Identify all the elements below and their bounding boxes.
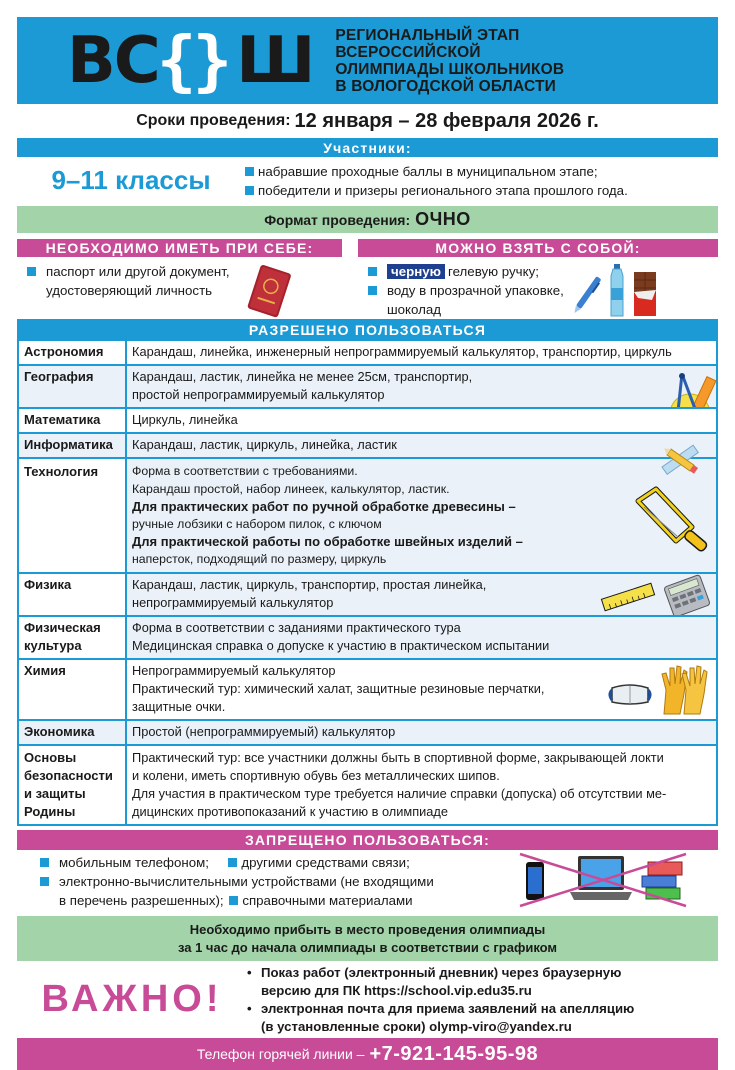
list-item: [245, 181, 628, 200]
participants-section: [17, 157, 718, 204]
logo-brace-open: {: [156, 21, 197, 99]
cell-line: Карандаш, ластик, линейка не менее 25см, транспортир,: [132, 369, 473, 384]
arrival-line: Необходимо прибыть в место проведения олимпиады: [189, 921, 546, 937]
email-text[interactable]: (в установленные сроки) olymp-viro@yandex.ru: [261, 1018, 572, 1034]
list-item-text: паспорт или другой документ,: [46, 264, 230, 279]
table-row: [19, 658, 716, 719]
list-item-text: набравшие проходные баллы в муниципальном этапе;: [258, 163, 598, 179]
hotline-banner: [17, 1038, 718, 1070]
forbidden-list: [17, 850, 434, 914]
header-title-line: ВСЕРОССИЙСКОЙ: [335, 43, 481, 61]
list-item: [245, 162, 628, 181]
subject-cell: Экономика: [19, 721, 127, 744]
cell-line: Форма в соответствии с требованиями.: [132, 464, 358, 478]
list-item: [247, 1018, 634, 1036]
header-title-line: В ВОЛОГОДСКОЙ ОБЛАСТИ: [335, 77, 556, 95]
chocolate-icon: [632, 270, 658, 318]
table-row: [19, 572, 716, 615]
allowed-items-cell: [127, 366, 716, 407]
cell-line: Практический тур: все участники должны быть в спортивной форме, закрывающей локти: [132, 750, 664, 765]
subject-cell: [19, 617, 127, 658]
cell-line: Непрограммируемый калькулятор: [132, 663, 336, 678]
subject-line: культура: [24, 638, 82, 653]
list-item: [17, 262, 230, 281]
subject-cell: Физика: [19, 574, 127, 615]
may-take-body: [358, 257, 718, 317]
highlight-black: черную: [387, 264, 445, 279]
list-item-text: удостоверяющий личность: [46, 283, 213, 298]
list-item-text: другими средствами связи;: [241, 855, 410, 870]
must-have-section: [17, 239, 342, 317]
format-label: Формат проведения:: [264, 211, 411, 228]
cell-line: защитные очки.: [132, 699, 226, 714]
header-banner: [17, 17, 718, 104]
items-columns: [17, 239, 718, 317]
format-banner: [17, 206, 718, 233]
may-take-list: [358, 262, 564, 319]
cell-line: Для участия в практическом туре требуется наличие справки (допуска) об отсутствии ме-: [132, 786, 667, 801]
hotline-label: Телефон горячей линии –: [196, 1046, 365, 1062]
header-title: [335, 27, 564, 95]
list-item: [247, 964, 634, 982]
square-bullet-icon: [40, 858, 49, 867]
list-item: [247, 982, 634, 1000]
list-item: [40, 853, 434, 872]
allowed-items-cell: [127, 746, 716, 824]
vsosh-logo: [67, 17, 313, 104]
square-bullet-icon: [245, 167, 254, 176]
arrival-line: за 1 час до начала олимпиады в соответствии с графиком: [177, 939, 558, 955]
pen-icon: [572, 272, 602, 318]
square-bullet-icon: [368, 286, 377, 295]
list-item-text: в перечень разрешенных);: [59, 893, 224, 908]
square-bullet-icon: [40, 877, 49, 886]
may-take-heading: МОЖНО ВЗЯТЬ С СОБОЙ:: [358, 239, 718, 257]
subject-cell: Химия: [19, 660, 127, 719]
cell-line: наперсток, подходящий по размеру, циркуль: [132, 551, 387, 566]
list-item: [247, 1000, 634, 1018]
cell-line: Медицинская справка о допуске к участию в практическом испытании: [132, 638, 550, 653]
logo-text-sh: Ш: [236, 23, 314, 98]
rubber-gloves-icon: [658, 664, 708, 716]
subject-cell: География: [19, 366, 127, 407]
list-item: [40, 872, 434, 891]
calculator-icon: [662, 576, 712, 616]
ruler-icon: [600, 584, 656, 610]
list-item: [40, 891, 434, 910]
square-bullet-icon: [27, 267, 36, 276]
allowed-items-cell: [127, 574, 716, 615]
allowed-items-cell: [127, 409, 716, 432]
cell-line: Карандаш, линейка, инженерный непрограммируемый калькулятор, транспортир, циркуль: [132, 344, 672, 359]
allowed-items-cell: [127, 459, 716, 572]
may-take-section: [358, 239, 718, 317]
cell-line: непрограммируемый калькулятор: [132, 595, 334, 610]
grades-label: 9–11 классы: [51, 165, 211, 195]
water-bottle-icon: [606, 264, 628, 318]
subject-cell: Технология: [19, 459, 127, 572]
list-item: [358, 262, 564, 281]
list-item-text: справочными материалами: [242, 893, 413, 908]
list-item-text: гелевую ручку;: [448, 264, 539, 279]
subject-cell: Математика: [19, 409, 127, 432]
table-row: [19, 457, 716, 572]
subject-line: Родины: [24, 804, 76, 819]
table-row: [19, 744, 716, 824]
dates-label: Сроки проведения:: [136, 112, 291, 129]
table-row: [19, 407, 716, 432]
important-title: ВАЖНО!: [41, 978, 223, 1020]
jigsaw-icon: [628, 483, 708, 555]
list-item-text: электронно-вычислительными устройствами (не входящими: [59, 874, 434, 889]
square-bullet-icon: [228, 858, 237, 867]
poster: [17, 17, 718, 1070]
important-section: [17, 961, 718, 1038]
subject-line: Основы: [24, 750, 77, 765]
must-have-list: [17, 262, 230, 300]
cell-line: Для практических работ по ручной обработке древесины –: [132, 499, 516, 514]
header-title-line: ОЛИМПИАДЫ ШКОЛЬНИКОВ: [335, 60, 565, 78]
table-row: [19, 339, 716, 364]
cell-line: ручные лобзики с набором пилок, с ключом: [132, 516, 382, 531]
allowed-items-cell: [127, 341, 716, 364]
must-have-heading: НЕОБХОДИМО ИМЕТЬ ПРИ СЕБЕ:: [17, 239, 342, 257]
table-row: [19, 615, 716, 658]
forbidden-heading: ЗАПРЕЩЕНО ПОЛЬЗОВАТЬСЯ:: [17, 830, 718, 850]
subject-cell: Информатика: [19, 434, 127, 457]
hotline-number[interactable]: +7-921-145-95-98: [369, 1042, 539, 1065]
bullet-dot-icon: •: [247, 964, 252, 980]
cell-line: Простой (непрограммируемый) калькулятор: [132, 724, 396, 739]
square-bullet-icon: [229, 896, 238, 905]
list-item-text: шоколад: [387, 302, 442, 317]
subject-line: Физическая: [24, 620, 101, 635]
pencil-ruler-icon: [660, 443, 702, 479]
list-item-text: победители и призеры регионального этапа прошлого года.: [258, 182, 628, 198]
table-row: [19, 364, 716, 407]
subject-line: и защиты: [24, 786, 86, 801]
must-have-body: [17, 257, 342, 317]
passport-icon: [244, 264, 294, 320]
cell-line: Карандаш, ластик, циркуль, транспортир, простая линейка,: [132, 577, 487, 592]
list-item: [358, 281, 564, 300]
phone-icon: [526, 862, 544, 900]
forbidden-section: [17, 850, 718, 914]
cell-line: Форма в соответствии с заданиями практического тура: [132, 620, 461, 635]
subject-cell: Астрономия: [19, 341, 127, 364]
forbidden-devices-icon: [518, 850, 688, 910]
table-row: [19, 719, 716, 744]
allowed-items-cell: [127, 660, 716, 719]
cell-line: простой непрограммируемый калькулятор: [132, 387, 385, 402]
cell-line: Для практической работы по обработке швейных изделий –: [132, 534, 523, 549]
safety-goggles-icon: [608, 680, 652, 708]
cell-line: Практический тур: химический халат, защитные резиновые перчатки,: [132, 681, 545, 696]
participants-list: [245, 162, 628, 200]
may-take-icons: [572, 262, 658, 318]
subject-cell: [19, 746, 127, 824]
allowed-items-cell: [127, 617, 716, 658]
link-text[interactable]: версию для ПК https://school.vip.edu35.ru: [261, 982, 532, 998]
dates-value: 12 января – 28 февраля 2026 г.: [294, 109, 599, 132]
cell-line: дицинских противопоказаний к участию в олимпиаде: [132, 804, 449, 819]
subject-line: безопасности: [24, 768, 113, 783]
square-bullet-icon: [368, 267, 377, 276]
allowed-items-cell: [127, 721, 716, 744]
cell-line: Циркуль, линейка: [132, 412, 238, 427]
allowed-heading: РАЗРЕШЕНО ПОЛЬЗОВАТЬСЯ: [19, 321, 716, 339]
cell-line: Карандаш простой, набор линеек, калькулятор, ластик.: [132, 481, 450, 496]
logo-text-vs: ВС: [67, 23, 159, 98]
bullet-dot-icon: •: [247, 1000, 252, 1016]
list-item-text: воду в прозрачной упаковке,: [387, 283, 564, 298]
cell-line: и колени, иметь спортивную обувь без металлических шипов.: [132, 768, 500, 783]
list-item-text: электронная почта для приема заявлений на апелляцию: [261, 1000, 635, 1016]
laptop-icon: [570, 856, 632, 900]
logo-brace-close: }: [192, 21, 233, 99]
format-value: ОЧНО: [415, 209, 471, 229]
list-item-text: мобильным телефоном;: [59, 855, 209, 870]
cell-line: Карандаш, ластик, циркуль, линейка, ластик: [132, 437, 397, 452]
participants-heading: Участники:: [17, 138, 718, 157]
important-list: [247, 964, 634, 1036]
arrival-notice: [17, 916, 718, 961]
allowed-table: [17, 319, 718, 826]
table-row: [19, 432, 716, 457]
dates-line: [17, 104, 718, 138]
list-item-text: Показ работ (электронный дневник) через браузерную: [261, 964, 622, 980]
allowed-items-cell: [127, 434, 716, 457]
header-title-line: РЕГИОНАЛЬНЫЙ ЭТАП: [335, 26, 520, 44]
square-bullet-icon: [245, 186, 254, 195]
